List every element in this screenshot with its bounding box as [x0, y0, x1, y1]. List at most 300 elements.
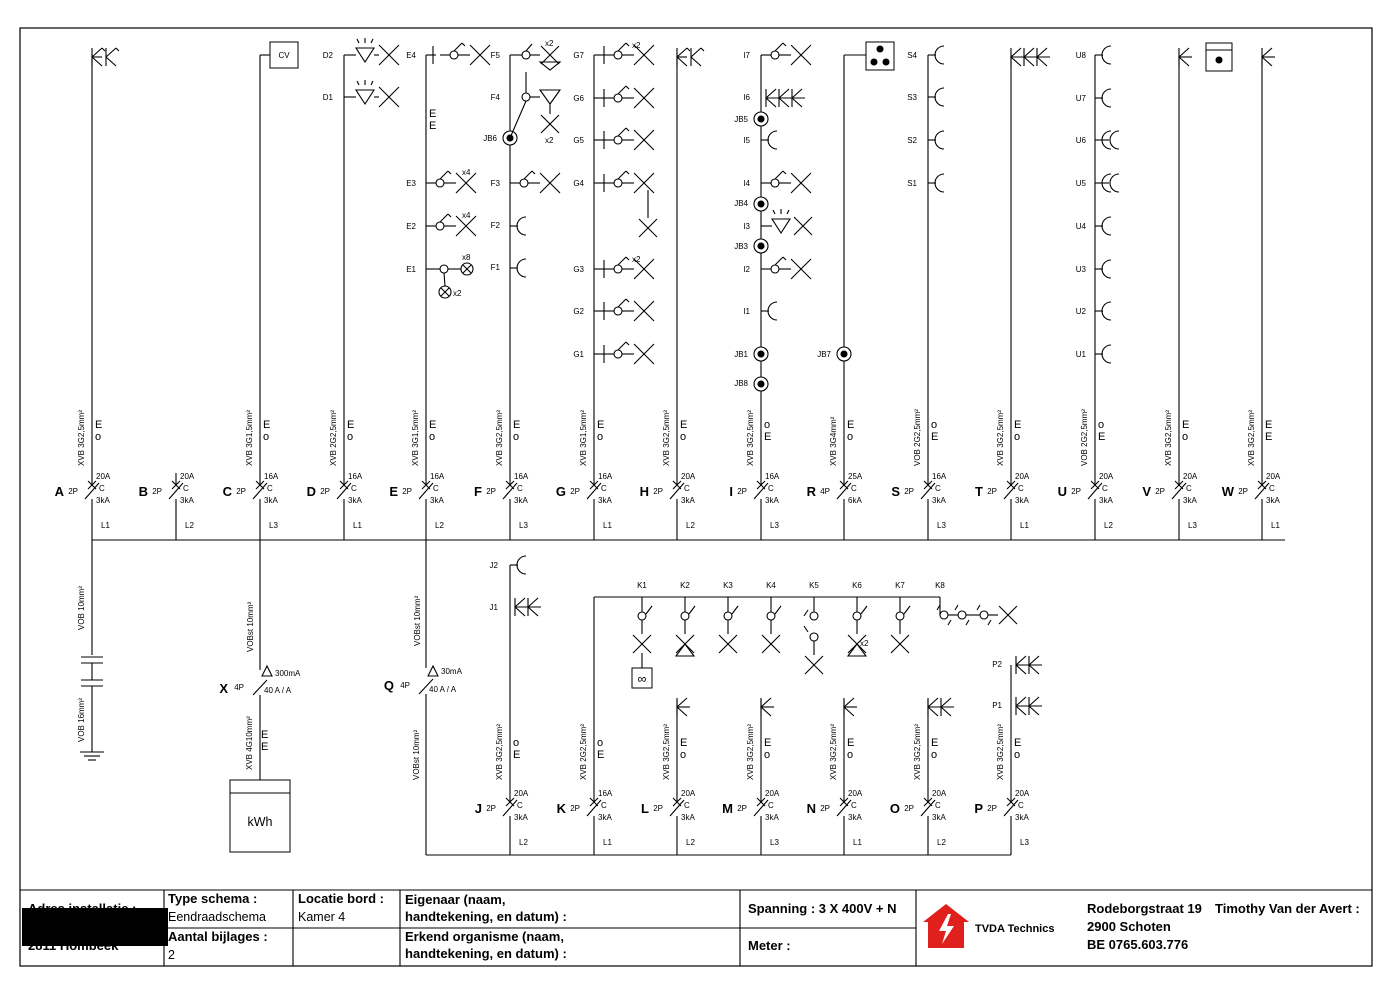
- voltage: Spanning : 3 X 400V + N: [748, 901, 897, 916]
- socket-arc: [935, 88, 944, 106]
- switch-lever: [775, 257, 783, 265]
- circuit-A: [55, 55, 111, 540]
- phase-label: L1: [603, 838, 612, 847]
- circuit-K: [557, 724, 613, 855]
- switch-lever: [618, 43, 626, 51]
- protection-mark: E: [1265, 431, 1273, 443]
- breaker-poles: 2P: [987, 487, 997, 496]
- cable-I: XVB 3G2,5mm²: [746, 409, 755, 466]
- switch-point: [940, 611, 948, 619]
- point-label: K5: [809, 581, 819, 590]
- circuit-letter: I: [729, 484, 733, 499]
- switch-arm: [691, 57, 701, 66]
- cable-V: XVB 3G2,5mm²: [1164, 409, 1173, 466]
- protection-mark: E: [95, 419, 103, 431]
- switch-point: [614, 265, 622, 273]
- main-x-poles: 4P: [234, 683, 244, 692]
- switch-point: [980, 611, 988, 619]
- meter-label: Meter :: [748, 938, 791, 953]
- switch-lever: [626, 43, 629, 46]
- breaker-amp: 20A: [96, 472, 111, 481]
- lever: [904, 606, 910, 614]
- protection-mark: E: [847, 737, 855, 749]
- breaker-curve: C: [267, 484, 273, 493]
- protection-mark: o: [847, 749, 854, 761]
- breaker-amp: 20A: [514, 789, 529, 798]
- point-label: E2: [406, 222, 416, 231]
- phase-label: L3: [1020, 838, 1029, 847]
- switch-point: [767, 612, 775, 620]
- address-city: 2811 Hombeek: [28, 938, 119, 953]
- main-feed: [77, 540, 463, 855]
- lever: [988, 620, 991, 625]
- phase-label: L3: [269, 521, 278, 530]
- breaker-amp: 16A: [932, 472, 947, 481]
- circuit-letter: W: [1221, 484, 1234, 499]
- rcd-triangle: [262, 666, 272, 676]
- switch-point: [614, 350, 622, 358]
- switch-lever: [618, 299, 626, 307]
- point-label: F2: [490, 221, 500, 230]
- meter-cable: XVB 4G10mm²: [245, 716, 254, 770]
- breaker-amp: 16A: [598, 789, 613, 798]
- switch-arm: [691, 48, 701, 57]
- type-value: Eendraadschema: [168, 910, 266, 924]
- switch-lever: [626, 171, 629, 174]
- protection-mark: E: [513, 749, 521, 761]
- cable-S: VOB 2G2,5mm²: [913, 409, 922, 466]
- breaker-poles: 2P: [987, 804, 997, 813]
- phase-label: L2: [1104, 521, 1113, 530]
- protection-mark: E: [347, 419, 355, 431]
- breaker-amp: 16A: [348, 472, 363, 481]
- protection-mark: E: [261, 729, 269, 741]
- protection-mark: o: [931, 749, 938, 761]
- switch-lever: [440, 171, 448, 179]
- point-label: I5: [743, 136, 750, 145]
- switch-lever: [524, 171, 532, 179]
- breaker-poles: 2P: [1071, 487, 1081, 496]
- breaker-curve: C: [768, 801, 774, 810]
- socket-arc: [517, 217, 526, 235]
- socket-arc: [1102, 302, 1111, 320]
- protection-mark: o: [95, 431, 102, 443]
- switch-lever: [448, 214, 451, 217]
- point-label: J2: [489, 561, 498, 570]
- point-label: U8: [1075, 51, 1086, 60]
- breaker-poles: 2P: [653, 487, 663, 496]
- protection-mark: o: [597, 737, 604, 749]
- breaker-ka: 3kA: [180, 496, 194, 505]
- protection-mark: o: [1014, 749, 1021, 761]
- point-label: G7: [573, 51, 584, 60]
- company-name: TVDA Technics: [975, 923, 1055, 935]
- breaker-curve: C: [183, 484, 189, 493]
- protection-mark: o: [513, 737, 520, 749]
- breaker-amp: 20A: [1099, 472, 1114, 481]
- breaker-poles: 2P: [904, 804, 914, 813]
- point-label: P2: [992, 660, 1002, 669]
- breaker-poles: 2P: [570, 804, 580, 813]
- breaker-C: [223, 472, 279, 530]
- switch-arm: [844, 698, 854, 707]
- breaker-B: [139, 472, 195, 530]
- switch-tick: [701, 48, 704, 51]
- lead: [510, 101, 526, 138]
- breaker-ka: 3kA: [264, 496, 278, 505]
- street: Rodeborgstraat 19: [1087, 901, 1202, 916]
- circuit-D: [307, 55, 363, 540]
- circuit-letter: O: [889, 801, 900, 816]
- phase-label: L2: [686, 521, 695, 530]
- protection-mark: E: [597, 749, 605, 761]
- breaker-T: [975, 472, 1030, 530]
- owner-line1: Eigenaar (naam,: [405, 892, 506, 907]
- switch-point: [638, 612, 646, 620]
- circuit-letter: U: [1057, 484, 1067, 499]
- protection-mark: o: [1182, 431, 1189, 443]
- switch-point: [771, 179, 779, 187]
- breaker-poles: 2P: [486, 804, 496, 813]
- protection-mark: E: [931, 431, 939, 443]
- switch-point: [681, 612, 689, 620]
- cable-N: XVB 3G2,5mm²: [829, 723, 838, 780]
- spot-triangle: [540, 90, 560, 104]
- breaker-amp: 16A: [264, 472, 279, 481]
- point-label: JB8: [734, 379, 748, 388]
- switch-arm: [779, 89, 789, 98]
- point-label: K4: [766, 581, 776, 590]
- phase-label: L3: [770, 521, 779, 530]
- breaker-curve: C: [433, 484, 439, 493]
- circuit-E: [389, 55, 445, 540]
- circuit-letter: H: [639, 484, 649, 499]
- point-label: U5: [1075, 179, 1086, 188]
- point-label: F3: [490, 179, 500, 188]
- protection-mark: E: [597, 419, 605, 431]
- cable-H: XVB 3G2,5mm²: [662, 409, 671, 466]
- circuit-letter: T: [975, 484, 983, 499]
- socket-arc: [768, 131, 777, 149]
- point-label: F1: [490, 263, 500, 272]
- switch-arm: [1024, 48, 1034, 57]
- switch-point: [896, 612, 904, 620]
- breaker-ka: 3kA: [1015, 496, 1029, 505]
- breaker-poles: 2P: [653, 804, 663, 813]
- protection-mark: o: [429, 431, 436, 443]
- breaker-curve: C: [1269, 484, 1275, 493]
- phase-label: L2: [185, 521, 194, 530]
- switch-arm: [1179, 48, 1189, 57]
- switch-point: [771, 51, 779, 59]
- circuit-T: [975, 55, 1030, 540]
- breaker-amp: 20A: [1015, 789, 1030, 798]
- phase-label: L2: [519, 838, 528, 847]
- lever: [955, 605, 958, 610]
- switch-point: [450, 51, 458, 59]
- breaker-P: [974, 789, 1030, 847]
- switch-arm: [92, 57, 102, 66]
- circuit-letter: V: [1142, 484, 1151, 499]
- socket-arc: [935, 46, 944, 64]
- multiplier: x2: [632, 41, 641, 50]
- breaker-curve: C: [851, 484, 857, 493]
- protection-mark: o: [680, 749, 687, 761]
- cable-M: XVB 3G2,5mm²: [746, 723, 755, 780]
- switch-arm: [941, 698, 951, 707]
- breaker-amp: 20A: [681, 472, 696, 481]
- breaker-poles: 2P: [152, 487, 162, 496]
- switch-tick: [102, 48, 105, 51]
- multiplier: x2: [860, 639, 869, 648]
- switch-point: [614, 51, 622, 59]
- switch-arm: [761, 698, 771, 707]
- junction-dot: [758, 243, 764, 249]
- main-q-cable-out: VOBst 10mm²: [412, 729, 421, 780]
- switch-point: [440, 265, 448, 273]
- phase-label: L1: [1020, 521, 1029, 530]
- ray: [773, 210, 775, 214]
- switch-lever: [440, 214, 448, 222]
- switch-arm: [677, 48, 687, 57]
- protection-mark: o: [847, 431, 854, 443]
- breaker-amp: 20A: [932, 789, 947, 798]
- breaker-G: [556, 472, 613, 530]
- switch-arm: [1037, 48, 1047, 57]
- breaker-S: [891, 472, 947, 530]
- protection-mark: o: [1098, 419, 1105, 431]
- main-q-rcd: 30mA: [441, 667, 462, 676]
- phase-label: L1: [101, 521, 110, 530]
- breaker-ka: 3kA: [1266, 496, 1280, 505]
- ray: [371, 39, 373, 43]
- switch-lever: [618, 128, 626, 136]
- cable-A: XVB 3G2,5mm²: [77, 409, 86, 466]
- breaker-amp: 20A: [681, 789, 696, 798]
- switch-arm: [528, 598, 538, 607]
- person: Timothy Van der Avert :: [1215, 901, 1360, 916]
- protection-mark: E: [429, 120, 437, 132]
- switch-lever: [626, 86, 629, 89]
- breaker-ka: 3kA: [932, 813, 946, 822]
- ray: [371, 81, 373, 85]
- switch-point: [520, 179, 528, 187]
- switch-lever: [448, 171, 451, 174]
- multiplier: x4: [462, 211, 471, 220]
- lever: [861, 606, 867, 614]
- point-label: I1: [743, 307, 750, 316]
- switch-point: [853, 612, 861, 620]
- meter-label: kWh: [247, 815, 273, 829]
- circuit-letter: B: [138, 484, 148, 499]
- circuit-letter: K: [556, 801, 566, 816]
- point-label: U3: [1075, 265, 1086, 274]
- socket-arc: [1102, 345, 1111, 363]
- vat-number: BE 0765.603.776: [1087, 937, 1189, 952]
- circuit-W: [1222, 55, 1281, 540]
- bottom-circuits: [426, 556, 1042, 855]
- cable-U: VOB 2G2,5mm²: [1080, 409, 1089, 466]
- title-block: [20, 890, 1372, 966]
- main-q-letter: Q: [383, 678, 394, 693]
- breaker-K: [557, 789, 613, 847]
- junction-dot: [758, 116, 764, 122]
- switch-lever: [532, 171, 535, 174]
- lever: [646, 606, 652, 614]
- switch-arm: [928, 698, 938, 707]
- protection-mark: E: [680, 419, 688, 431]
- point-label: K3: [723, 581, 733, 590]
- attachments-label: Aantal bijlages :: [168, 929, 268, 944]
- switch-lever: [775, 43, 783, 51]
- switch-arm: [1016, 706, 1026, 715]
- switch-lever: [775, 171, 783, 179]
- breaker-A: [55, 472, 111, 530]
- point-label: JB1: [734, 350, 748, 359]
- switch-point: [958, 611, 966, 619]
- breaker-poles: 2P: [1238, 487, 1248, 496]
- protection-mark: E: [931, 737, 939, 749]
- switch-arm: [106, 48, 116, 57]
- circuit-letter: P: [974, 801, 983, 816]
- breaker-ka: 3kA: [598, 813, 612, 822]
- breaker-U: [1058, 472, 1114, 530]
- breaker-poles: 4P: [820, 487, 830, 496]
- circuit-N: [807, 724, 863, 855]
- cable-W: XVB 3G2,5mm²: [1247, 409, 1256, 466]
- point-label: G6: [573, 94, 584, 103]
- switch-tick: [687, 48, 690, 51]
- circuit-C: [223, 55, 279, 540]
- socket-arc: [935, 174, 944, 192]
- lever: [948, 620, 951, 625]
- multiplier: x8: [462, 253, 471, 262]
- breaker-ka: 6kA: [848, 496, 862, 505]
- type-label: Type schema :: [168, 891, 258, 906]
- breaker-ka: 3kA: [348, 496, 362, 505]
- breaker-amp: 20A: [180, 472, 195, 481]
- breaker-curve: C: [1018, 801, 1024, 810]
- breaker-curve: C: [517, 801, 523, 810]
- breaker-R: [807, 472, 863, 515]
- switch-arm: [677, 57, 687, 66]
- junction-dot: [758, 351, 764, 357]
- spot-triangle: [356, 90, 374, 104]
- main-q-poles: 4P: [400, 681, 410, 690]
- breaker-curve: C: [351, 484, 357, 493]
- org-line2: handtekening, en datum) :: [405, 946, 567, 961]
- location-label: Locatie bord :: [298, 891, 384, 906]
- earth-cable-bottom: VOB 16mm²: [77, 697, 86, 742]
- breaker-amp: 20A: [1015, 472, 1030, 481]
- breaker-poles: 2P: [737, 804, 747, 813]
- phase-label: L1: [603, 521, 612, 530]
- breaker-M: [722, 789, 780, 847]
- socket-arc: [1110, 131, 1119, 149]
- breaker-curve: C: [684, 484, 690, 493]
- multiplier: x4: [462, 168, 471, 177]
- breaker-curve: C: [684, 801, 690, 810]
- switch-point: [436, 179, 444, 187]
- protection-mark: E: [429, 419, 437, 431]
- cable-P: XVB 3G2,5mm²: [996, 723, 1005, 780]
- breaker-ka: 3kA: [765, 813, 779, 822]
- circuit-letter: G: [555, 484, 566, 499]
- breaker-poles: 2P: [320, 487, 330, 496]
- switch-arm: [1179, 57, 1189, 66]
- circuit-letter: R: [806, 484, 816, 499]
- point-label: U6: [1075, 136, 1086, 145]
- breaker-curve: C: [99, 484, 105, 493]
- point-label: K6: [852, 581, 862, 590]
- pin: [871, 59, 877, 65]
- phase-label: L1: [853, 838, 862, 847]
- phase-label: L1: [1271, 521, 1280, 530]
- lever: [689, 606, 695, 614]
- protection-mark: o: [513, 431, 520, 443]
- earth-cable-top: VOB 10mm²: [77, 585, 86, 630]
- breaker-ka: 3kA: [848, 813, 862, 822]
- circuit-H: [640, 55, 696, 540]
- point-label: U1: [1075, 350, 1086, 359]
- switch-point: [724, 612, 732, 620]
- circuit-letter: N: [806, 801, 816, 816]
- spot-triangle: [772, 219, 790, 233]
- switch-arm: [528, 607, 538, 616]
- point-label: G2: [573, 307, 584, 316]
- switch-lever: [783, 43, 786, 46]
- socket-arc: [517, 556, 526, 574]
- point-label: G4: [573, 179, 584, 188]
- point-label: E4: [406, 51, 416, 60]
- circuit-R: [807, 55, 863, 540]
- breaker-poles: 2P: [570, 487, 580, 496]
- phase-label: L2: [686, 838, 695, 847]
- switch-arm: [766, 89, 776, 98]
- breaker-amp: 20A: [1266, 472, 1281, 481]
- protection-mark: E: [1182, 419, 1190, 431]
- protection-mark: o: [597, 431, 604, 443]
- ray: [357, 81, 359, 85]
- switch-arm: [1029, 665, 1039, 674]
- switch-lever: [618, 86, 626, 94]
- breaker-amp: 25A: [848, 472, 863, 481]
- lever: [526, 44, 532, 51]
- socket-arc: [935, 131, 944, 149]
- protection-mark: E: [429, 108, 437, 120]
- switch-arm: [779, 98, 789, 107]
- lever: [775, 606, 781, 614]
- point-label: I4: [743, 179, 750, 188]
- lead: [444, 273, 445, 286]
- point-label: JB3: [734, 242, 748, 251]
- cable-R: XVB 3G4mm²: [829, 416, 838, 466]
- protection-mark: o: [680, 431, 687, 443]
- switch-arm: [1016, 656, 1026, 665]
- switch-arm: [792, 89, 802, 98]
- rcd-triangle: [428, 666, 438, 676]
- switch-arm: [1029, 706, 1039, 715]
- circuit-S: [891, 55, 947, 540]
- switch-arm: [1011, 57, 1021, 66]
- point-label: E1: [406, 265, 416, 274]
- cable-G: XVB 3G1,5mm²: [579, 409, 588, 466]
- point-label: E3: [406, 179, 416, 188]
- pin: [877, 46, 883, 52]
- switch-arm: [1029, 656, 1039, 665]
- phase-label: L2: [937, 838, 946, 847]
- breaker-ka: 3kA: [514, 813, 528, 822]
